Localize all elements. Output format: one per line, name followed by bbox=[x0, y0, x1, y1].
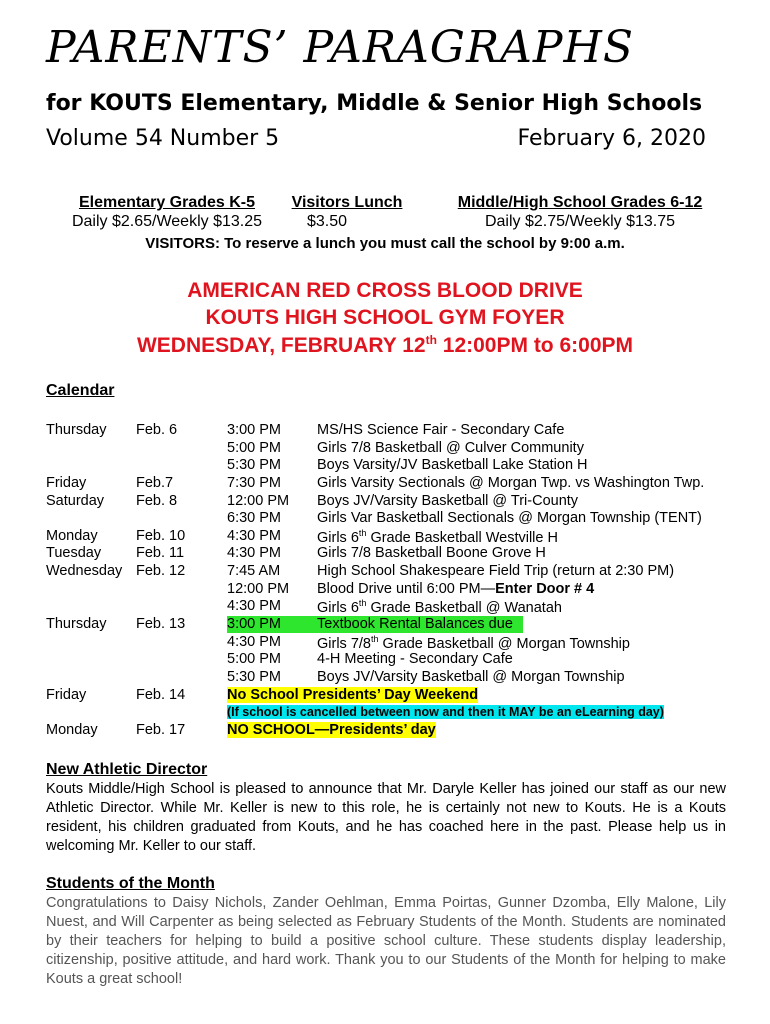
newsletter-subtitle: for KOUTS Elementary, Middle & Senior High Schools bbox=[46, 91, 703, 116]
athletic-paragraph: Kouts Middle/High School is pleased to announce that Mr. Daryle Keller has joined our staff as our new Athletic Director. While Mr. Keller is new to this role, he is certainly not new to Kouts. He is a Kouts resident, his children graduated from Kouts, and he has coached here in the past. Please help us in welcoming Mr. Keller to our staff. bbox=[46, 781, 726, 854]
calendar-event bbox=[317, 581, 594, 597]
issue-date: February 6, 2020 bbox=[517, 126, 706, 151]
calendar-time: 12:00 PM bbox=[227, 492, 290, 509]
calendar-row bbox=[46, 704, 736, 722]
calendar-time: 5:30 PM bbox=[227, 668, 281, 685]
calendar-row bbox=[46, 528, 736, 546]
visitors-lunch-price: $3.50 bbox=[307, 213, 348, 230]
calendar-event-text: Grade Basketball @ Wanatah bbox=[366, 600, 562, 617]
calendar-event: Boys JV/Varsity Basketball @ Morgan Township bbox=[317, 668, 625, 685]
calendar-row bbox=[46, 510, 736, 528]
calendar-row bbox=[46, 440, 736, 458]
calendar-day: Friday bbox=[46, 474, 87, 491]
elementary-lunch-heading: Elementary Grades K-5 bbox=[78, 194, 256, 211]
calendar-day: Saturday bbox=[46, 492, 105, 509]
volume-number: Volume 54 Number 5 bbox=[46, 126, 280, 151]
calendar-time: 5:00 PM bbox=[227, 439, 281, 456]
calendar-event-text: Girls 6 bbox=[317, 600, 359, 617]
calendar-time: 4:30 PM bbox=[227, 633, 281, 650]
calendar-day: Friday bbox=[46, 686, 87, 703]
students-paragraph: Congratulations to Daisy Nichols, Zander Oehlman, Emma Poirtas, Gunner Dzomba, Elly Malone, Lily Nuest, and Will Carpenter as being selected as February Students of the Month. Students are nominated by their teachers for helping to build a positive school culture. These students display leadership, citizenship, positive attitude, and hard work. Thank you to our Students of the Month for helping to make Kouts a great school! bbox=[46, 895, 726, 987]
calendar-time: 3:00 PM bbox=[227, 616, 281, 633]
calendar-date: Feb. 14 bbox=[136, 686, 186, 703]
calendar-row bbox=[46, 651, 736, 669]
calendar-time: 4:30 PM bbox=[227, 527, 281, 544]
calendar-event-text: Blood Drive until 6:00 PM— bbox=[317, 580, 496, 597]
calendar-date: Feb. 10 bbox=[136, 527, 186, 544]
calendar-event-text: Girls 6 bbox=[317, 529, 359, 546]
blood-drive-time: 12:00PM to 6:00PM bbox=[436, 334, 634, 357]
calendar-event: Girls 7/8 Basketball @ Culver Community bbox=[317, 439, 584, 456]
elementary-lunch bbox=[46, 194, 288, 231]
calendar-day: Monday bbox=[46, 527, 98, 544]
calendar-event: Girls Var Basketball Sectionals @ Morgan Township (TENT) bbox=[317, 510, 702, 527]
visitors-note: VISITORS: To reserve a lunch you must call the school by 9:00 a.m. bbox=[145, 235, 625, 252]
calendar-time: 3:00 PM bbox=[227, 422, 281, 438]
calendar-row bbox=[46, 545, 736, 563]
calendar-time: 12:00 PM bbox=[227, 580, 290, 597]
calendar-time: 4:30 PM bbox=[227, 598, 281, 615]
calendar-day: Thursday bbox=[46, 422, 107, 438]
blood-drive-line1: AMERICAN RED CROSS BLOOD DRIVE bbox=[187, 279, 583, 302]
calendar-event-text: Girls 7/8 bbox=[317, 635, 371, 652]
calendar-note: No School Presidents’ Day Weekend bbox=[227, 686, 479, 703]
calendar-day: Monday bbox=[46, 721, 98, 738]
calendar-time: 5:00 PM bbox=[227, 651, 281, 668]
calendar-row bbox=[46, 634, 736, 652]
calendar-event-sup: th bbox=[371, 633, 379, 644]
middle-high-lunch bbox=[442, 194, 718, 231]
calendar-event-sup: th bbox=[358, 527, 367, 538]
blood-drive-sup: th bbox=[425, 333, 437, 347]
calendar-row bbox=[46, 493, 736, 511]
blood-drive-line2: KOUTS HIGH SCHOOL GYM FOYER bbox=[205, 306, 565, 329]
calendar-day: Wednesday bbox=[46, 563, 123, 580]
calendar-event: Textbook Rental Balances due bbox=[317, 616, 513, 633]
calendar-day: Tuesday bbox=[46, 545, 102, 562]
elementary-lunch-price: Daily $2.65/Weekly $13.25 bbox=[71, 213, 263, 230]
calendar-row bbox=[46, 598, 736, 616]
calendar-event: 4-H Meeting - Secondary Cafe bbox=[317, 651, 513, 668]
calendar-row bbox=[46, 616, 736, 634]
calendar-time: 4:30 PM bbox=[227, 545, 281, 562]
calendar-note: (If school is cancelled between now and then it MAY be an eLearning day) bbox=[227, 705, 664, 720]
blood-drive-line3 bbox=[0, 333, 770, 358]
calendar-event bbox=[317, 528, 558, 546]
calendar-event: Boys Varsity/JV Basketball Lake Station H bbox=[317, 457, 588, 474]
calendar-event bbox=[317, 598, 562, 616]
calendar-time: 7:30 PM bbox=[227, 474, 281, 491]
calendar-event bbox=[317, 634, 630, 652]
calendar-row bbox=[46, 563, 736, 581]
calendar-event: Girls Varsity Sectionals @ Morgan Twp. vs Washington Twp. bbox=[317, 474, 705, 491]
calendar-time: 5:30 PM bbox=[227, 457, 281, 474]
volume-line bbox=[46, 126, 706, 151]
blood-drive-day: WEDNESDAY, FEBRUARY 12 bbox=[136, 334, 426, 357]
visitors-lunch bbox=[280, 194, 414, 231]
calendar-row bbox=[46, 687, 736, 705]
calendar-row bbox=[46, 581, 736, 599]
athletic-heading: New Athletic Director bbox=[46, 761, 208, 778]
middle-high-lunch-price: Daily $2.75/Weekly $13.75 bbox=[484, 213, 676, 230]
calendar-date: Feb. 17 bbox=[136, 721, 186, 738]
calendar-heading: Calendar bbox=[46, 382, 115, 399]
calendar-row bbox=[46, 669, 736, 687]
middle-high-lunch-heading: Middle/High School Grades 6-12 bbox=[457, 194, 703, 211]
calendar-event-bold: Enter Door # 4 bbox=[495, 580, 595, 597]
calendar-date: Feb. 12 bbox=[136, 563, 186, 580]
students-heading: Students of the Month bbox=[46, 875, 215, 892]
calendar-note: NO SCHOOL—Presidents’ day bbox=[227, 721, 436, 738]
calendar-date: Feb. 13 bbox=[136, 616, 186, 633]
calendar-row bbox=[46, 422, 736, 440]
calendar-row bbox=[46, 722, 736, 740]
calendar-time: 6:30 PM bbox=[227, 510, 281, 527]
calendar-date: Feb.7 bbox=[136, 474, 174, 491]
calendar-day: Thursday bbox=[46, 616, 107, 633]
newsletter-title: PARENTS’ PARAGRAPHS bbox=[46, 22, 634, 73]
calendar-row bbox=[46, 475, 736, 493]
calendar-event: Boys JV/Varsity Basketball @ Tri-County bbox=[317, 492, 579, 509]
calendar-event: Girls 7/8 Basketball Boone Grove H bbox=[317, 545, 546, 562]
calendar-event-text: Grade Basketball @ Morgan Township bbox=[378, 635, 630, 652]
calendar-event-sup: th bbox=[358, 598, 367, 609]
calendar-date: Feb. 11 bbox=[136, 545, 185, 562]
calendar-date: Feb. 6 bbox=[136, 422, 178, 438]
calendar-row bbox=[46, 457, 736, 475]
calendar-date: Feb. 8 bbox=[136, 492, 178, 509]
calendar-event: MS/HS Science Fair - Secondary Cafe bbox=[317, 422, 565, 438]
visitors-lunch-heading: Visitors Lunch bbox=[291, 194, 403, 211]
calendar-table bbox=[46, 422, 736, 740]
calendar-event-text: Grade Basketball Westville H bbox=[366, 529, 558, 546]
calendar-event: High School Shakespeare Field Trip (return at 2:30 PM) bbox=[317, 563, 675, 580]
calendar-time: 7:45 AM bbox=[227, 563, 281, 580]
